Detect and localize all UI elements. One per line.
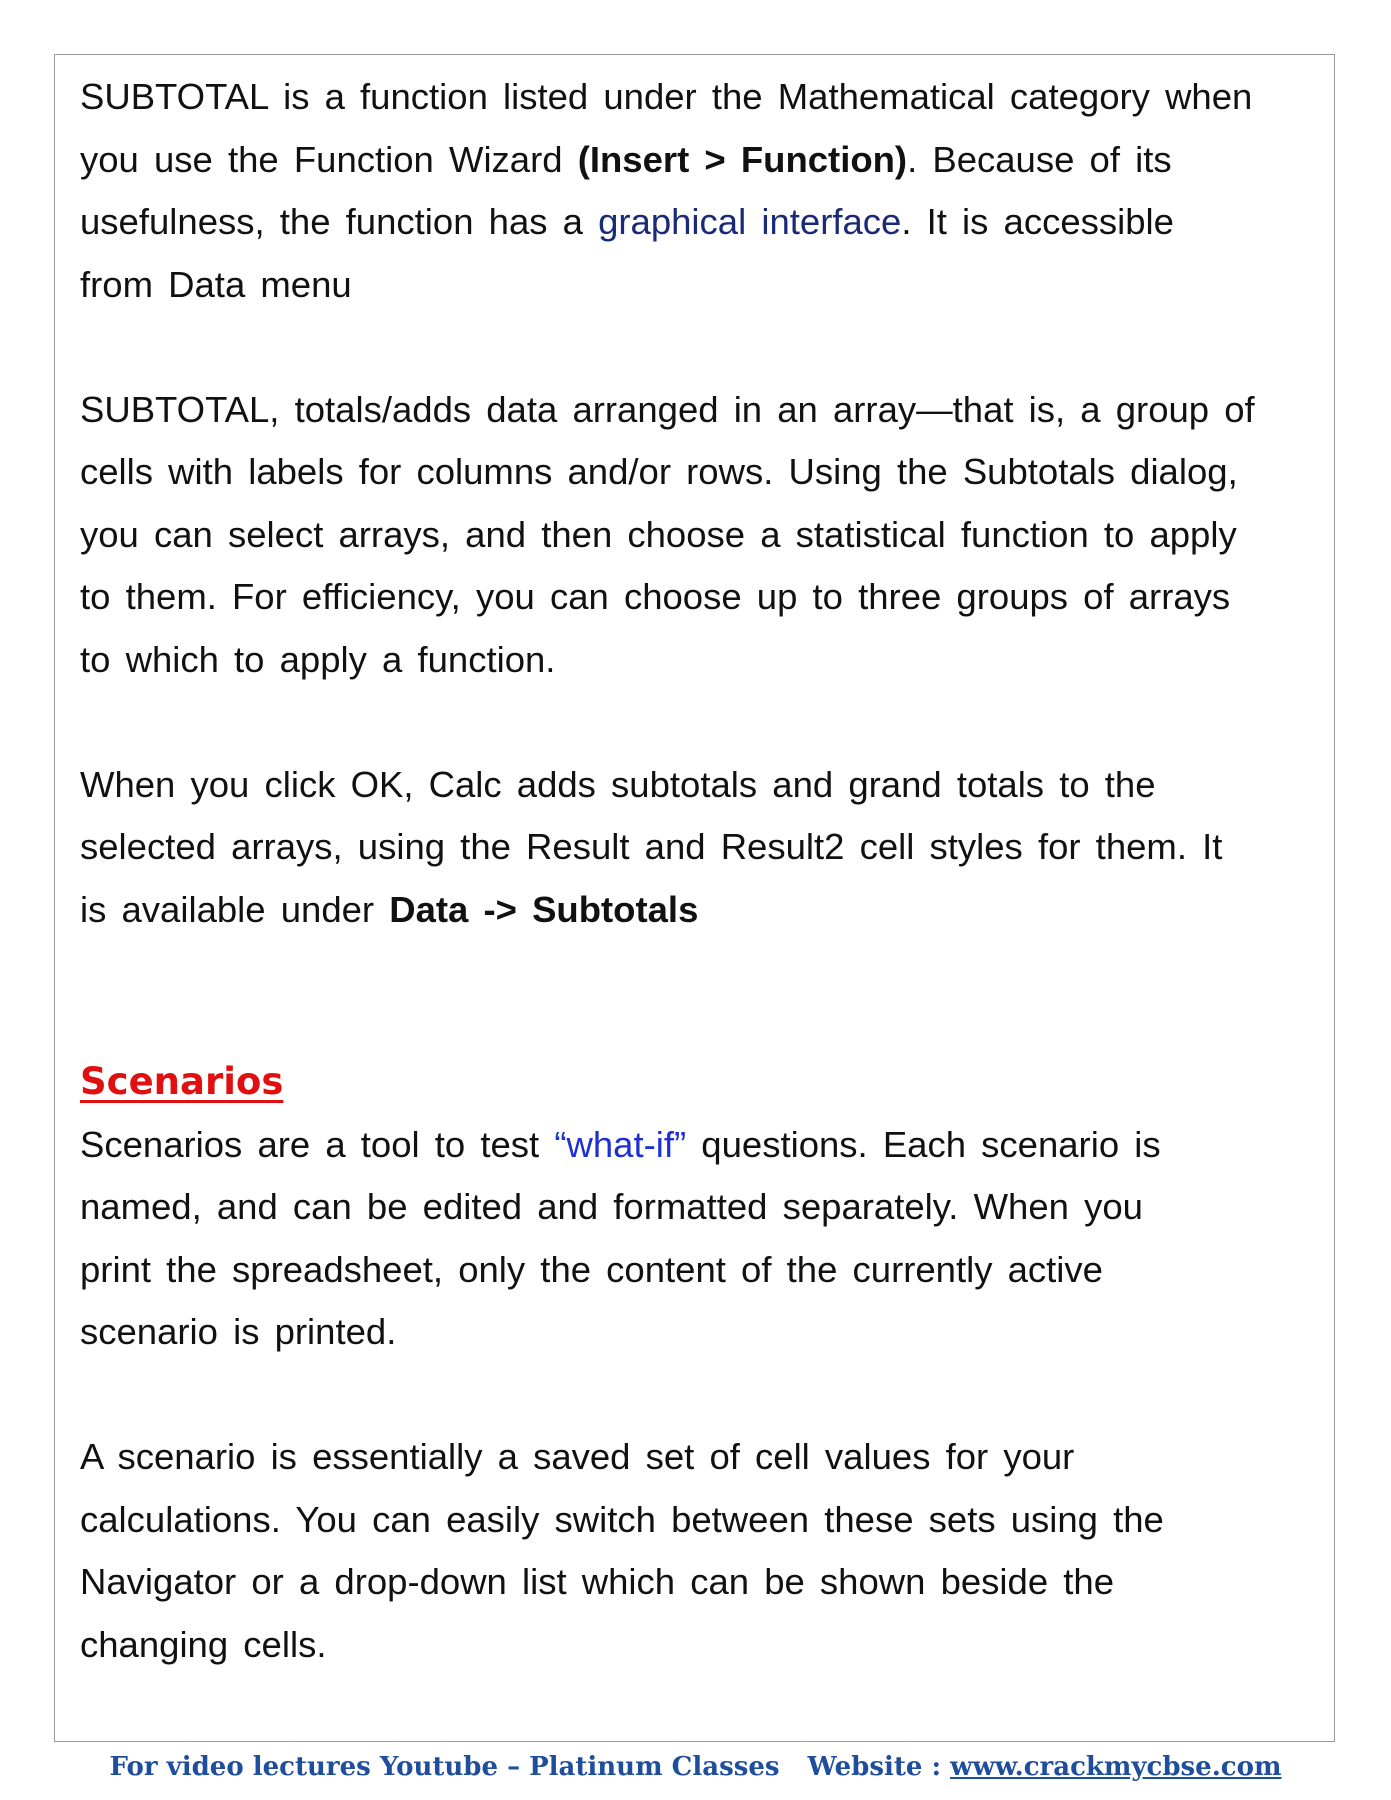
text-line: A scenario is essentially a saved set of cell values for your: [80, 1436, 1075, 1477]
paragraph-subtotal-ok: [80, 754, 1330, 942]
paragraph-spacer: [80, 691, 1330, 754]
text-line: cells with labels for columns and/or rows. Using the Subtotals dialog,: [80, 451, 1238, 492]
text-line: Navigator or a drop-down list which can be shown beside the: [80, 1561, 1115, 1602]
text-run: usefulness, the function has a: [80, 201, 599, 242]
paragraph-subtotal-arrays: [80, 379, 1330, 692]
text-line: [80, 191, 1330, 254]
text-run: questions. Each scenario is: [686, 1123, 1161, 1165]
graphical-interface-link[interactable]: graphical interface: [598, 201, 902, 242]
text-line: [80, 879, 1330, 942]
menu-path-data-subtotals: Data -> Subtotals: [389, 888, 699, 930]
what-if-quote: “what-if”: [554, 1123, 687, 1165]
scenarios-heading: Scenarios: [80, 1060, 284, 1103]
text-line: selected arrays, using the Result and Result2 cell styles for them. It: [80, 826, 1223, 867]
text-line: scenario is printed.: [80, 1311, 397, 1352]
text-run: . Because of its: [907, 138, 1172, 180]
page-footer: [0, 1752, 1391, 1782]
paragraph-scenarios-values: [80, 1426, 1330, 1676]
document-body: [80, 66, 1330, 1676]
text-run: you use the Function Wizard: [80, 138, 578, 180]
text-run: is available under: [80, 888, 390, 930]
footer-youtube-text: For video lectures Youtube – Platinum Classes: [109, 1752, 780, 1782]
text-line: [80, 129, 1330, 192]
text-line: [80, 1114, 1330, 1177]
text-line: SUBTOTAL is a function listed under the Mathematical category when: [80, 76, 1253, 117]
footer-website-label: Website :: [807, 1752, 951, 1782]
paragraph-spacer: [80, 1364, 1330, 1427]
section-spacer: [80, 941, 1330, 1051]
text-line: to them. For efficiency, you can choose up to three groups of arrays: [80, 576, 1231, 617]
text-line: SUBTOTAL, totals/adds data arranged in an array—that is, a group of: [80, 388, 1255, 430]
text-line: named, and can be edited and formatted separately. When you: [80, 1186, 1143, 1227]
text-line: from Data menu: [80, 263, 352, 305]
menu-path-insert-function: (Insert > Function): [577, 138, 908, 180]
text-line: you can select arrays, and then choose a statistical function to apply: [80, 513, 1237, 555]
text-run: . It is accessible: [901, 201, 1174, 242]
paragraph-subtotal-intro: [80, 66, 1330, 316]
text-line: to which to apply a function.: [80, 638, 556, 680]
text-line: print the spreadsheet, only the content of the currently active: [80, 1248, 1103, 1290]
paragraph-scenarios-intro: [80, 1114, 1330, 1364]
text-line: When you click OK, Calc adds subtotals and grand totals to the: [80, 763, 1156, 805]
text-line: calculations. You can easily switch between these sets using the: [80, 1498, 1164, 1540]
text-run: Scenarios are a tool to test: [80, 1123, 555, 1165]
text-line: changing cells.: [80, 1623, 327, 1665]
footer-website-link[interactable]: www.crackmycbse.com: [950, 1752, 1282, 1782]
paragraph-spacer: [80, 316, 1330, 379]
